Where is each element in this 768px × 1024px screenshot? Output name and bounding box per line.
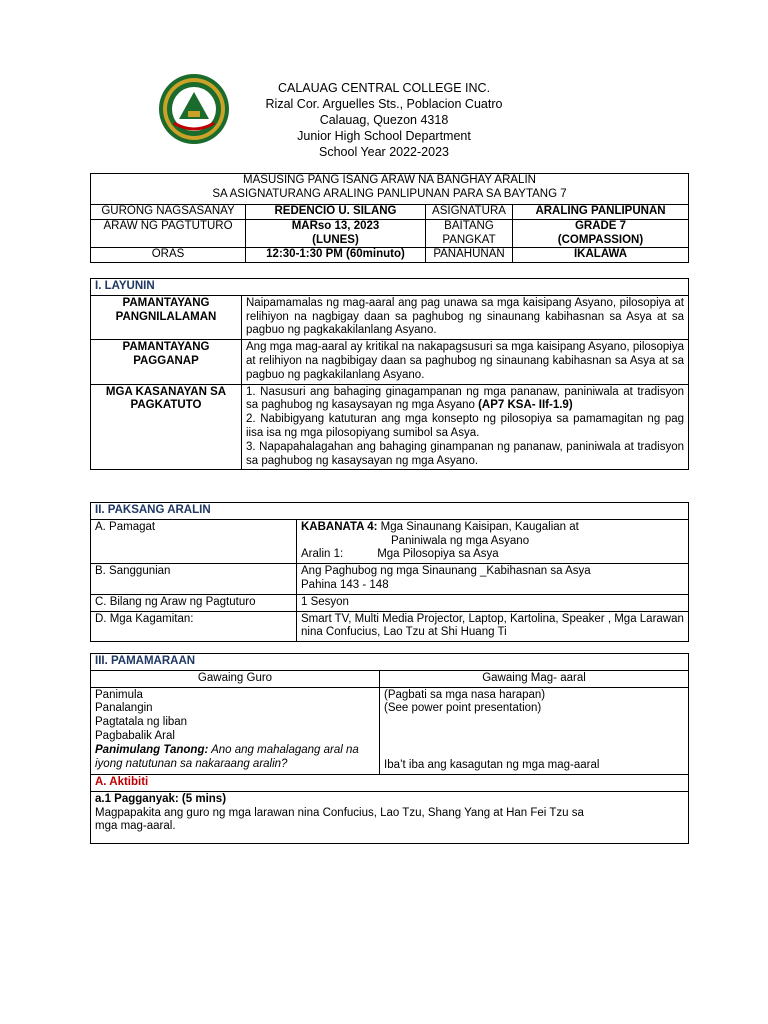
pamagat-label: A. Pamagat bbox=[91, 519, 297, 563]
mag-aaral-activities bbox=[380, 687, 689, 774]
plan-title-1: MASUSING PANG ISANG ARAW NA BANGHAY ARALIN bbox=[243, 174, 536, 186]
guro-item: Panimula bbox=[95, 688, 143, 701]
kabanata-label: KABANATA 4: bbox=[301, 520, 378, 533]
school-year: School Year 2022-2023 bbox=[319, 145, 449, 159]
section-value: (COMPASSION) bbox=[557, 233, 644, 246]
gawaing-mag-aaral-header: Gawaing Mag- aaral bbox=[380, 670, 689, 687]
layunin-table bbox=[90, 278, 689, 470]
performance-standard-text: Ang mga mag-aaral ay kritikal na nakapagsusuri sa mga kaisipang Asyano, pilosopiya at relihiyon na nagbibigay daan sa paghubog ng sinaunang kabihasnan sa Asya at sa pagbuo ng pagkakilanlang Asyano. bbox=[242, 340, 689, 384]
school-header bbox=[0, 80, 768, 160]
kagamitan-label: D. Mga Kagamitan: bbox=[91, 611, 297, 642]
quarter-value: IKALAWA bbox=[513, 248, 689, 263]
layunin-heading: I. LAYUNIN bbox=[91, 279, 689, 296]
pagganyak-cell bbox=[91, 791, 689, 843]
plan-title-2: SA ASIGNATURANG ARALING PANLIPUNAN PARA SA BAYTANG 7 bbox=[212, 187, 567, 200]
paksa-heading: II. PAKSANG ARALIN bbox=[91, 503, 689, 520]
sanggunian-label: B. Sanggunian bbox=[91, 564, 297, 595]
performance-standard-label: PAMANTAYANG PAGGANAP bbox=[91, 340, 242, 384]
tanong-text: Ano ang mahalagang aral na iyong natutunan sa nakaraang aralin? bbox=[95, 743, 359, 770]
grade-label: BAITANG bbox=[444, 219, 494, 232]
teacher-value: REDENCIO U. SILANG bbox=[246, 205, 426, 220]
guro-item: Pagbabalik Aral bbox=[95, 729, 175, 742]
guro-activities bbox=[91, 687, 380, 774]
bilang-label: C. Bilang ng Araw ng Pagtuturo bbox=[91, 594, 297, 611]
mag-item: Iba’t iba ang kasagutan ng mga mag-aaral bbox=[384, 759, 600, 772]
mag-item: (Pagbati sa mga nasa harapan) bbox=[384, 688, 546, 701]
paksa-table bbox=[90, 502, 689, 642]
content-standard-text: Naipamamalas ng mag-aaral ang pag unawa sa mga kaisipang Asyano, pilosopiya at relihiyon na nagbigay daan sa paghubog ng sinaunang kabihasnan sa Asya at sa pagbuo ng pagkakakilanlang Asyano. bbox=[242, 295, 689, 339]
grade-value: GRADE 7 bbox=[574, 219, 627, 232]
competency-item: 3. Napapahalagahan ang bahaging ginampanan ng pananaw, paniniwala at tradisyon sa paghubog ng kasaysayan ng mga Asyano. bbox=[246, 440, 685, 467]
time-value: 12:30-1:30 PM (60minuto) bbox=[246, 248, 426, 263]
kabanata-text: Mga Sinaunang Kaisipan, Kaugalian at bbox=[380, 520, 579, 533]
content-standard-label: PAMANTAYANG PANGNILALAMAN bbox=[91, 295, 242, 339]
competencies-label: MGA KASANAYAN SA PAGKATUTO bbox=[91, 384, 242, 470]
quarter-label: PANAHUNAN bbox=[426, 248, 513, 263]
pamagat-value bbox=[297, 519, 689, 563]
kagamitan-value: Smart TV, Multi Media Projector, Laptop, Kartolina, Speaker , Mga Larawan nina Confucius, Lao Tzu at Shi Huang Ti bbox=[297, 611, 689, 642]
mag-item: (See power point presentation) bbox=[384, 702, 542, 715]
time-label: ORAS bbox=[91, 248, 246, 263]
competencies-list bbox=[242, 384, 689, 470]
sanggunian-text: Ang Paghubog ng mga Sinaunang _Kabihasnan sa Asya bbox=[301, 565, 591, 578]
pagganyak-text: Magpapakita ang guro ng mga larawan nina Confucius, Lao Tzu, Shang Yang at Han Fei Tzu sa mga mag-aaral. bbox=[95, 806, 584, 833]
day-text: (LUNES) bbox=[312, 233, 359, 246]
bilang-value: 1 Sesyon bbox=[297, 594, 689, 611]
department: Junior High School Department bbox=[297, 129, 471, 143]
aralin-text: Mga Pilosopiya sa Asya bbox=[377, 548, 499, 561]
date-value bbox=[246, 219, 426, 248]
plan-info-table bbox=[90, 173, 689, 263]
pagganyak-label: a.1 Pagganyak: (5 mins) bbox=[95, 792, 227, 805]
competency-item: 1. Nasusuri ang bahaging ginagampanan ng mga pananaw, paniniwala at tradisyon sa paghubog ng kasaysayan ng mga Asyano (AP7 KSA- IIf-1.9) bbox=[246, 385, 685, 412]
grade-section-value bbox=[513, 219, 689, 248]
kabanata-text-2: Paniniwala ng mga Asyano bbox=[391, 534, 530, 547]
tanong-label: Panimulang Tanong: bbox=[95, 743, 209, 756]
school-name: CALAUAG CENTRAL COLLEGE INC. bbox=[277, 81, 491, 95]
guro-item: Panalangin bbox=[95, 702, 153, 715]
gawaing-guro-header: Gawaing Guro bbox=[91, 670, 380, 687]
aktibiti-heading: A. Aktibiti bbox=[91, 774, 689, 791]
school-address-1: Rizal Cor. Arguelles Sts., Poblacion Cuatro bbox=[265, 97, 503, 111]
date-label: ARAW NG PAGTUTURO bbox=[91, 219, 246, 248]
pamamaraan-heading: III. PAMAMARAAN bbox=[91, 654, 689, 671]
grade-section-label bbox=[426, 219, 513, 248]
aralin-label: Aralin 1: bbox=[301, 548, 344, 561]
guro-item: Pagtatala ng liban bbox=[95, 716, 188, 729]
pamamaraan-table bbox=[90, 653, 689, 844]
school-address-2: Calauag, Quezon 4318 bbox=[319, 113, 449, 127]
competency-item: 2. Nabibigyang katuturan ang mga konsepto ng pilosopiya sa pamamagitan ng pag iisa isa ng mga pilosopiyang sumibol sa Asya. bbox=[246, 413, 685, 439]
subject-value: ARALING PANLIPUNAN bbox=[513, 205, 689, 220]
pahina-text: Pahina 143 - 148 bbox=[301, 578, 389, 591]
section-label: PANGKAT bbox=[442, 233, 496, 246]
date-text: MARso 13, 2023 bbox=[291, 219, 380, 232]
subject-label: ASIGNATURA bbox=[426, 205, 513, 220]
teacher-label: GURONG NAGSASANAY bbox=[91, 205, 246, 220]
sanggunian-value bbox=[297, 564, 689, 595]
competency-code: (AP7 KSA- IIf-1.9) bbox=[478, 399, 573, 412]
